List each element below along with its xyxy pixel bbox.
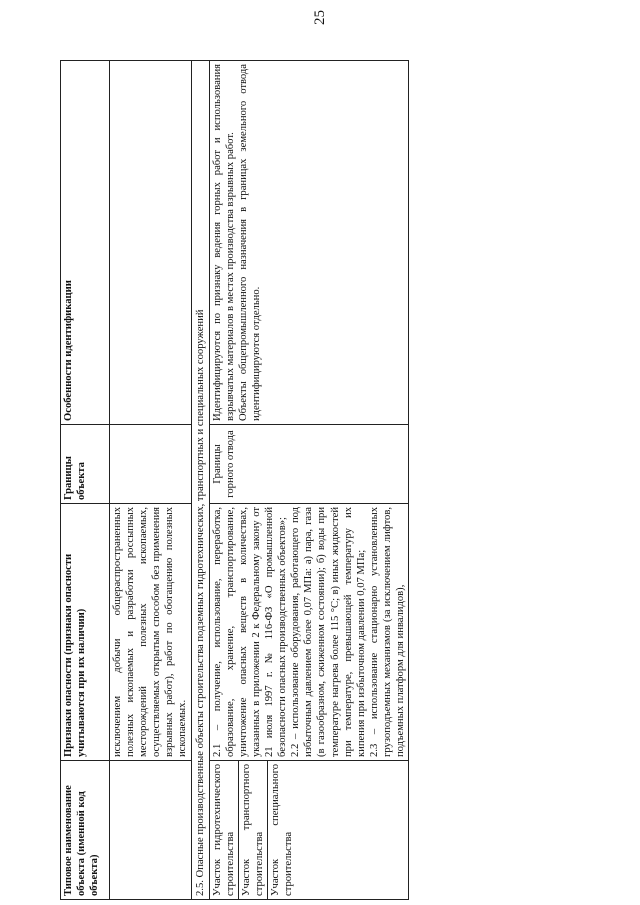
identification-cell <box>209 61 408 425</box>
continuation-cell-2: исключением добычи общераспространенных полезных ископаемых и разработки россыпных месторождений полезных ископаемых, осуществляемых открытым способом без применения взрывных работ), работ по обогащению полезных ископаемых. <box>110 504 192 761</box>
identification-table <box>60 60 409 900</box>
page-number: 25 <box>311 10 328 25</box>
table-header-row <box>61 61 110 900</box>
boundary-cell: Границы горного отвода <box>209 425 408 504</box>
hazards-cell <box>209 504 408 761</box>
object-item: Участок транспортного строительства <box>239 761 268 899</box>
table-row <box>110 61 192 900</box>
continuation-cell-4 <box>110 61 192 425</box>
hazard-item: 2.1 – получение, использование, переработка, образование, хранение, транспортирование, уничтожение опасных веществ в количествах, указанных в приложении 2 к Федеральному закону от 21 июля 1997 г. № 116-ФЗ «О промышленной безопасности опасных производственных объектов»; <box>211 507 289 757</box>
hazard-item: 2.2 – использование оборудования, работающего под избыточным давлением более 0,07 МПа: а) пара, газа (в газообразном, сжиженном состоянии); б) воды при температуре нагрева более 115 °С; в) иных жидкостей при температуре, превышающей температуру их кипения при избыточном давлении 0,07 МПа; <box>290 507 367 757</box>
header-boundaries: Границы объекта <box>61 425 110 504</box>
header-identification: Особенности идентификации <box>61 61 110 425</box>
object-item: Участок гидротехнического строительства <box>210 761 239 899</box>
identification-item: Объекты общепромышленного назначения в границах земельного отвода идентифицируются отдельно. <box>237 64 262 421</box>
hazard-item: 2.3 – использование стационарно установленных грузоподъемных механизмов (за исключением лифтов, подъемных платформ для инвалидов), <box>368 507 406 757</box>
header-object-name: Типовое наименование объекта (именной код объекта) <box>61 761 110 900</box>
identification-item: Идентифицируются по признаку ведения горных работ и использования взрывчатых материалов в местах производства взрывных работ. <box>211 64 236 421</box>
section-title: 2.5. Опасные производственные объекты строительства подземных гидротехнических, транспортных и специальных сооружений <box>191 61 209 900</box>
continuation-cell-3 <box>110 425 192 504</box>
continuation-cell-1 <box>110 761 192 900</box>
section-row <box>191 61 209 900</box>
rotated-document <box>60 60 580 900</box>
table-row <box>209 61 408 900</box>
objects-cell <box>209 761 408 900</box>
header-hazard-signs: Признаки опасности (признаки опасности учитываются при их наличии) <box>61 504 110 761</box>
object-item: Участок специального строительства <box>270 764 295 896</box>
